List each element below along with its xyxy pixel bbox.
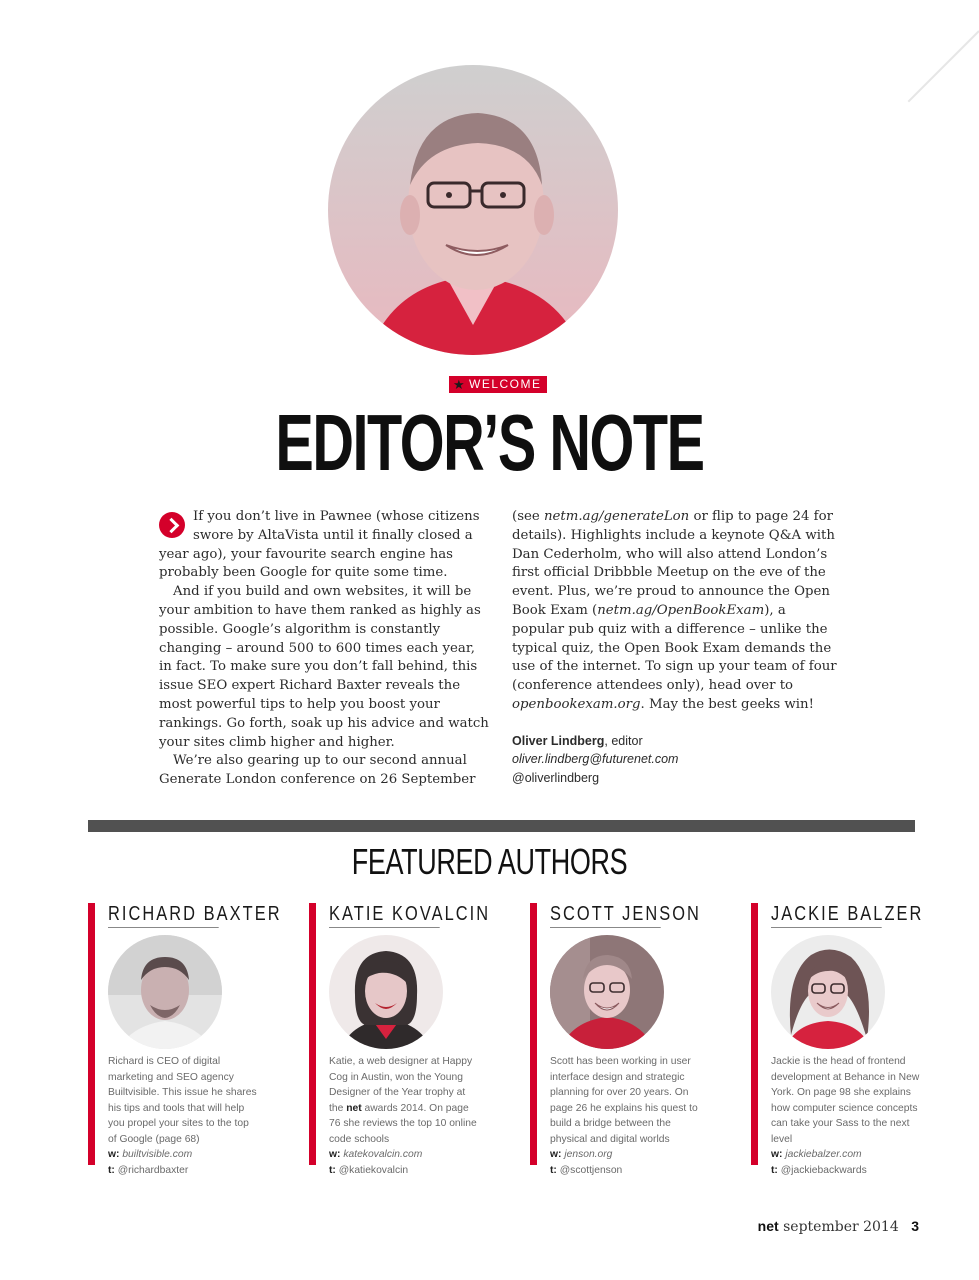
link-generate-london[interactable]: netm.ag/generateLon [543, 509, 690, 524]
article-column-2 [512, 508, 842, 787]
web-label: w: [329, 1149, 341, 1160]
web-label: w: [771, 1149, 783, 1160]
text-run: awards 2014. On page 76 she reviews the top 10 online code schools [329, 1102, 477, 1145]
author-name: SCOTT JENSON [550, 903, 661, 928]
author-card-jackie-balzer [751, 903, 951, 1176]
editor-name: Oliver Lindberg [512, 733, 605, 748]
accent-bar [309, 903, 316, 1165]
author-card-richard-baxter [88, 903, 288, 1176]
editor-portrait [328, 65, 618, 355]
paragraph-2: And if you build and own websites, it will be your ambition to have them ranked as highly as possible. Google’s algorithm is constantly changing – around 500 to 600 times each year, in fact. To make sure you don’t fall behind, this issue SEO expert Richard Baxter reveals the most powerful tips to help you boost your rankings. Go forth, soak up his advice and watch your sites climb higher and higher. [159, 584, 489, 750]
author-photo [550, 935, 664, 1049]
paragraph-1: If you don’t live in Pawnee (whose citizens swore by AltaVista until it finally closed a year ago), your favourite search engine has probably been Google for quite some time. [159, 509, 480, 581]
author-twitter[interactable]: @katiekovalcin [338, 1164, 409, 1176]
author-bio [771, 1054, 921, 1178]
brand-net: net [346, 1102, 362, 1114]
article-column-1 [159, 508, 489, 790]
author-name: JACKIE BALZER [771, 903, 882, 928]
accent-bar [88, 903, 95, 1165]
author-website[interactable]: jackiebalzer.com [785, 1149, 862, 1160]
editor-signature [512, 732, 842, 788]
author-twitter[interactable]: @richardbaxter [117, 1164, 189, 1176]
web-label: w: [550, 1149, 562, 1160]
text-run: (see [512, 509, 544, 524]
author-card-scott-jenson [530, 903, 730, 1176]
author-bio [108, 1054, 258, 1178]
twitter-label: t: [550, 1164, 557, 1176]
text-run: . May the best geeks win! [640, 696, 814, 712]
editor-role: , editor [604, 733, 643, 748]
editor-email[interactable]: oliver.lindberg@futurenet.com [512, 752, 679, 767]
author-website[interactable]: builtvisible.com [122, 1149, 193, 1160]
chevron-right-icon [159, 512, 185, 538]
twitter-label: t: [329, 1164, 336, 1176]
accent-bar [530, 903, 537, 1165]
corner-decoration [908, 30, 979, 102]
bio-text: Scott has been working in user interface design and strategic planning for over 20 years. On page 26 he explains his quest to build a bridge between the physical and digital worlds [550, 1056, 698, 1145]
section-divider [88, 820, 915, 832]
accent-bar [751, 903, 758, 1165]
paragraph-4 [512, 508, 842, 715]
author-website[interactable]: jenson.org [564, 1149, 613, 1160]
author-twitter[interactable]: @scottjenson [559, 1164, 623, 1176]
link-open-book-exam[interactable]: netm.ag/OpenBookExam [597, 602, 765, 618]
author-name: RICHARD BAXTER [108, 903, 219, 928]
page-footer [758, 1218, 919, 1235]
text-run: Katie, a web designer at Happy Cog in Austin, won the Young Designer of the Year trophy at the [329, 1056, 473, 1114]
bio-text: Richard is CEO of digital marketing and SEO agency Builtvisible. This issue he shares his tips and tools that will help you propel your sites to the top of Google (page 68) [108, 1056, 257, 1145]
star-icon: ★ [453, 377, 467, 392]
link-openbookexam-org[interactable]: openbookexam.org [512, 696, 641, 712]
author-card-katie-kovalcin [309, 903, 509, 1176]
web-label: w: [108, 1149, 120, 1160]
author-bio [550, 1054, 700, 1178]
footer-issue: september 2014 [783, 1219, 899, 1235]
author-name: KATIE KOVALCIN [329, 903, 440, 928]
author-photo [108, 935, 222, 1049]
featured-authors-heading: FEATURED AUTHORS [351, 841, 628, 882]
text-run: or flip to page 24 for details). Highlights include a keynote Q&A with Dan Cederholm, who will also attend London’s first official Dribbble Meetup on the eve of the event. Plus, we’re proud to announce the Open Book Exam ( [512, 509, 835, 618]
author-website[interactable]: katekovalcin.com [343, 1149, 423, 1160]
page-number: 3 [911, 1218, 919, 1234]
editor-twitter[interactable]: @oliverlindberg [512, 770, 600, 785]
page-title: EDITOR’S NOTE [275, 398, 704, 487]
bio-text: Jackie is the head of frontend development at Behance in New York. On page 98 she explains how computer science concepts can take your Sass to the next level [771, 1056, 920, 1145]
welcome-tag [449, 376, 547, 393]
twitter-label: t: [771, 1164, 778, 1176]
bio-text [329, 1054, 479, 1147]
welcome-tag-label: WELCOME [469, 377, 542, 391]
text-run: ), a popular pub quiz with a difference – unlike the typical quiz, the Open Book Exam demands the use of the internet. To sign up your team of four (conference attendees only), head over to [512, 602, 837, 694]
footer-brand: net [757, 1218, 779, 1234]
paragraph-3: We’re also gearing up to our second annual Generate London conference on 26 September [159, 753, 476, 788]
author-twitter[interactable]: @jackiebackwards [780, 1164, 867, 1176]
author-bio [329, 1054, 479, 1178]
twitter-label: t: [108, 1164, 115, 1176]
author-photo [771, 935, 885, 1049]
author-photo [329, 935, 443, 1049]
